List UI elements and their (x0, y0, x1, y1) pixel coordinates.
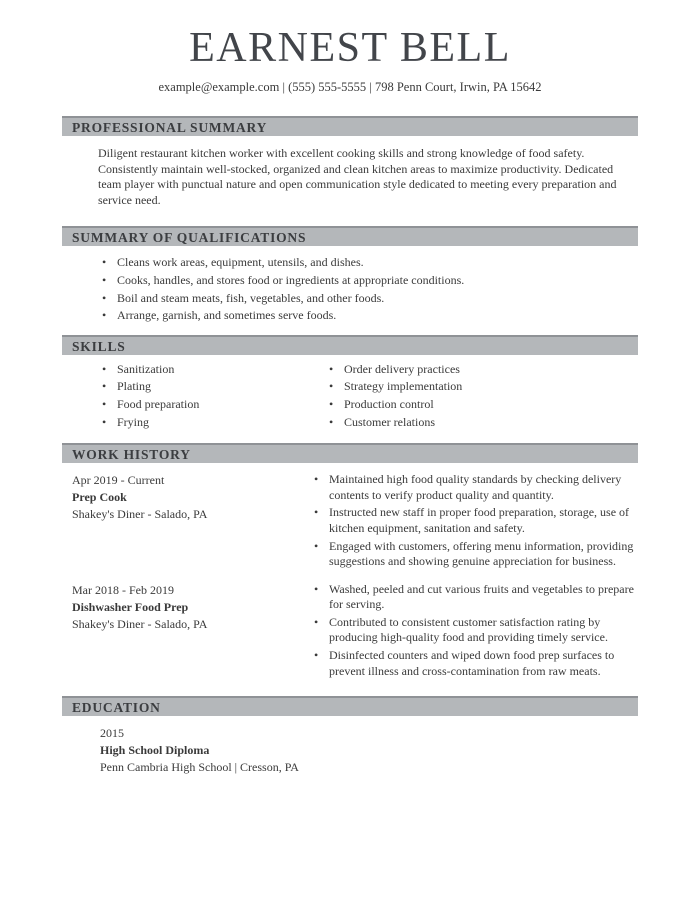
job-title: Prep Cook (72, 490, 127, 505)
education-year: 2015 (100, 726, 124, 741)
skill-item: • Sanitization (100, 362, 327, 378)
section-header-qualifications: SUMMARY OF QUALIFICATIONS (62, 226, 638, 246)
skill-item: • Food preparation (100, 397, 327, 413)
qualification-item: • Cleans work areas, equipment, utensils, and dishes. (100, 255, 638, 271)
work-history-entry (62, 582, 638, 682)
section-header-education: EDUCATION (62, 696, 638, 716)
job-company: Shakey's Diner - Salado, PA (72, 507, 208, 522)
education-degree: High School Diploma (100, 743, 210, 758)
skills-list-left (100, 362, 327, 430)
work-history-entry (62, 472, 638, 572)
skills-columns (62, 355, 638, 432)
job-duties-list (312, 582, 638, 680)
skill-item: • Production control (327, 397, 462, 413)
candidate-name: EARNEST BELL (189, 25, 511, 71)
job-meta (62, 582, 312, 682)
job-duties-list (312, 472, 638, 570)
qualification-item: • Cooks, handles, and stores food or ingredients at appropriate conditions. (100, 273, 638, 289)
skill-item: • Customer relations (327, 415, 462, 431)
job-meta (62, 472, 312, 572)
section-header-professional-summary: PROFESSIONAL SUMMARY (62, 116, 638, 136)
education-entry (100, 725, 638, 776)
qualifications-list (100, 255, 638, 323)
qualification-item: • Boil and steam meats, fish, vegetables, and other foods. (100, 291, 638, 307)
section-header-skills: SKILLS (62, 335, 638, 355)
professional-summary-text: Diligent restaurant kitchen worker with excellent cooking skills and strong knowledge of food safety. Consistently maintain well-stocked, organized and clean kitchen areas to maximize productivity. Dedicated team player with punctual nature and open communication style dedicated to meeting every preparation and service need. (98, 146, 617, 207)
job-company: Shakey's Diner - Salado, PA (72, 616, 208, 631)
skill-item: • Plating (100, 379, 327, 395)
job-dates: Apr 2019 - Current (72, 473, 165, 488)
job-duty-item: • Contributed to consistent customer satisfaction rating by producing high-quality food and providing timely service. (312, 615, 638, 646)
section-header-work-history: WORK HISTORY (62, 443, 638, 463)
qualification-item: • Arrange, garnish, and sometimes serve foods. (100, 308, 638, 324)
job-dates: Mar 2018 - Feb 2019 (72, 582, 174, 597)
skills-column-right (327, 355, 462, 432)
job-duties (312, 472, 638, 572)
job-duty-item: • Engaged with customers, offering menu information, providing suggestions and showing genuine appreciation for business. (312, 539, 638, 570)
job-title: Dishwasher Food Prep (72, 599, 189, 614)
skill-item: • Strategy implementation (327, 379, 462, 395)
job-duties (312, 582, 638, 682)
job-duty-item: • Maintained high food quality standards by checking delivery contents to verify product quality and quantity. (312, 472, 638, 503)
skill-item: • Order delivery practices (327, 362, 462, 378)
job-duty-item: • Disinfected counters and wiped down food prep surfaces to prevent illness and cross-contamination from raw meats. (312, 648, 638, 679)
resume-header (0, 0, 700, 95)
skill-item: • Frying (100, 415, 327, 431)
resume-body (62, 116, 638, 776)
contact-line: example@example.com | (555) 555-5555 | 798 Penn Court, Irwin, PA 15642 (158, 80, 542, 94)
job-duty-item: • Instructed new staff in proper food preparation, storage, use of kitchen equipment, sanitation and safety. (312, 505, 638, 536)
job-duty-item: • Washed, peeled and cut various fruits and vegetables to prepare for serving. (312, 582, 638, 613)
education-school: Penn Cambria High School | Cresson, PA (100, 760, 299, 775)
skills-column-left (62, 355, 327, 432)
skills-list-right (327, 362, 462, 430)
